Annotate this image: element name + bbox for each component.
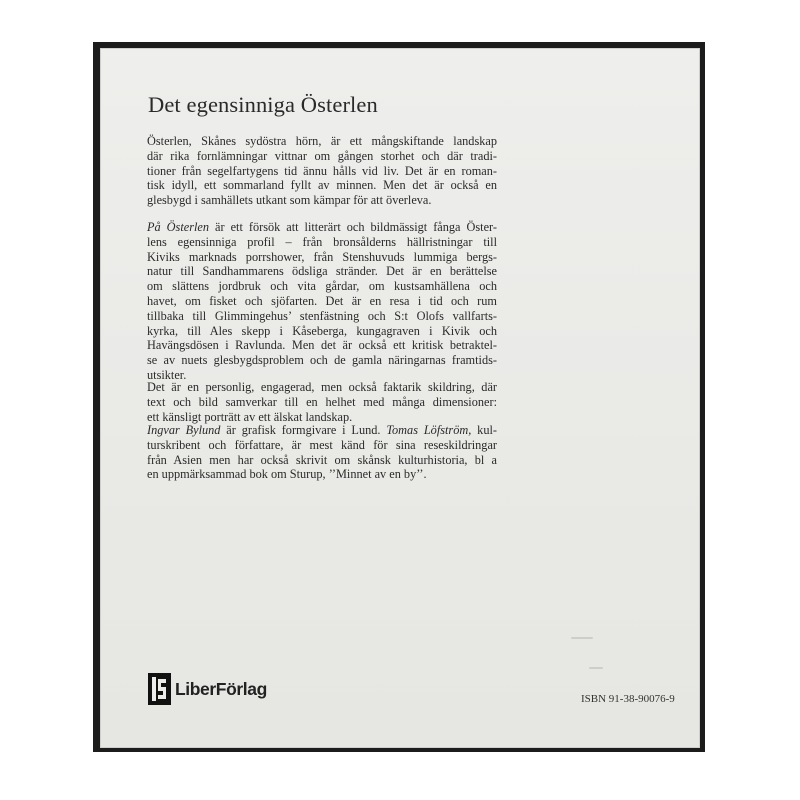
text-line: se av nuets glesbygdsproblem och de gamla näringarnas framtids- — [147, 353, 497, 368]
publisher-logo — [148, 673, 267, 705]
text-line: utsikter. — [147, 367, 187, 382]
text-line: tillbaka till Glimmingehus’ stenfästning och S:t Olofs vallfarts- — [147, 308, 497, 323]
text-line: om slättens jordbruk och vita gårdar, om kustsamhällena och — [147, 279, 497, 294]
text-line: natur till Sandhammarens ödsliga stränder. Det är en berättelse — [147, 264, 497, 279]
publisher-name: LiberFörlag — [175, 678, 267, 699]
book-title-italic: På Österlen — [147, 220, 210, 234]
text-line: där rika fornlämningar vittnar om gången storhet och där tradi- — [147, 148, 497, 163]
scuff-mark — [571, 637, 593, 639]
text-line: havet, om fisket och sjöfarten. Det är en resa i tid och rum — [147, 293, 497, 308]
text-line: Ingvar Bylund är grafisk formgivare i Lund. Tomas Löfström, kul- — [147, 423, 497, 437]
text-line: turskribent och författare, är mest känd för sina reseskildringar — [147, 437, 497, 452]
author-name: Ingvar Bylund — [147, 423, 221, 437]
text-line: ett känsligt porträtt av ett älskat landskap. — [147, 409, 353, 424]
isbn-number: ISBN 91-38-90076-9 — [581, 693, 675, 705]
paragraph-authors — [147, 423, 497, 482]
paragraph-summary — [147, 380, 497, 424]
paragraph-description — [147, 220, 497, 383]
text-line: Det är en personlig, engagerad, men också faktarik skildring, där — [147, 380, 497, 394]
text-line: Österlen, Skånes sydöstra hörn, är ett mångskiftande landskap — [147, 134, 497, 148]
author-name: Tomas Löfström, — [386, 423, 472, 437]
text-line: Havängsdösen i Ravlunda. Men det är också ett kritisk betraktel- — [147, 338, 497, 353]
publisher-logo-icon — [148, 673, 171, 705]
scuff-mark — [589, 667, 603, 669]
text-line: På Österlen är ett försök att litterärt och bildmässigt fånga Öster- — [147, 220, 497, 234]
book-title: Det egensinniga Österlen — [148, 92, 378, 117]
text-line: en uppmärksammad bok om Sturup, ’’Minnet av en by’’. — [147, 467, 427, 482]
text-line: tioner från segelfartygens tid ännu hålls vid liv. Det är en roman- — [147, 163, 497, 178]
text-line: tisk idyll, ett sommarland fyllt av minnen. Men det är också en — [147, 178, 497, 193]
text-line: Kiviks marknads porrshower, från Stenshuvuds lummiga bergs- — [147, 249, 497, 264]
text-line: glesbygd i samhällets utkant som kämpar för att överleva. — [147, 193, 432, 208]
paragraph-intro — [147, 134, 497, 208]
text-line: från Asien men har också skrivit om skånsk kulturhistoria, bl a — [147, 452, 497, 467]
text-line: kyrka, till Ales skepp i Kåseberga, kungagraven i Kivik och — [147, 323, 497, 338]
text-line: text och bild samverkar till en helhet med många dimensioner: — [147, 394, 497, 409]
text-line: lens egensinniga profil – från bronsålderns hällristningar till — [147, 234, 497, 249]
